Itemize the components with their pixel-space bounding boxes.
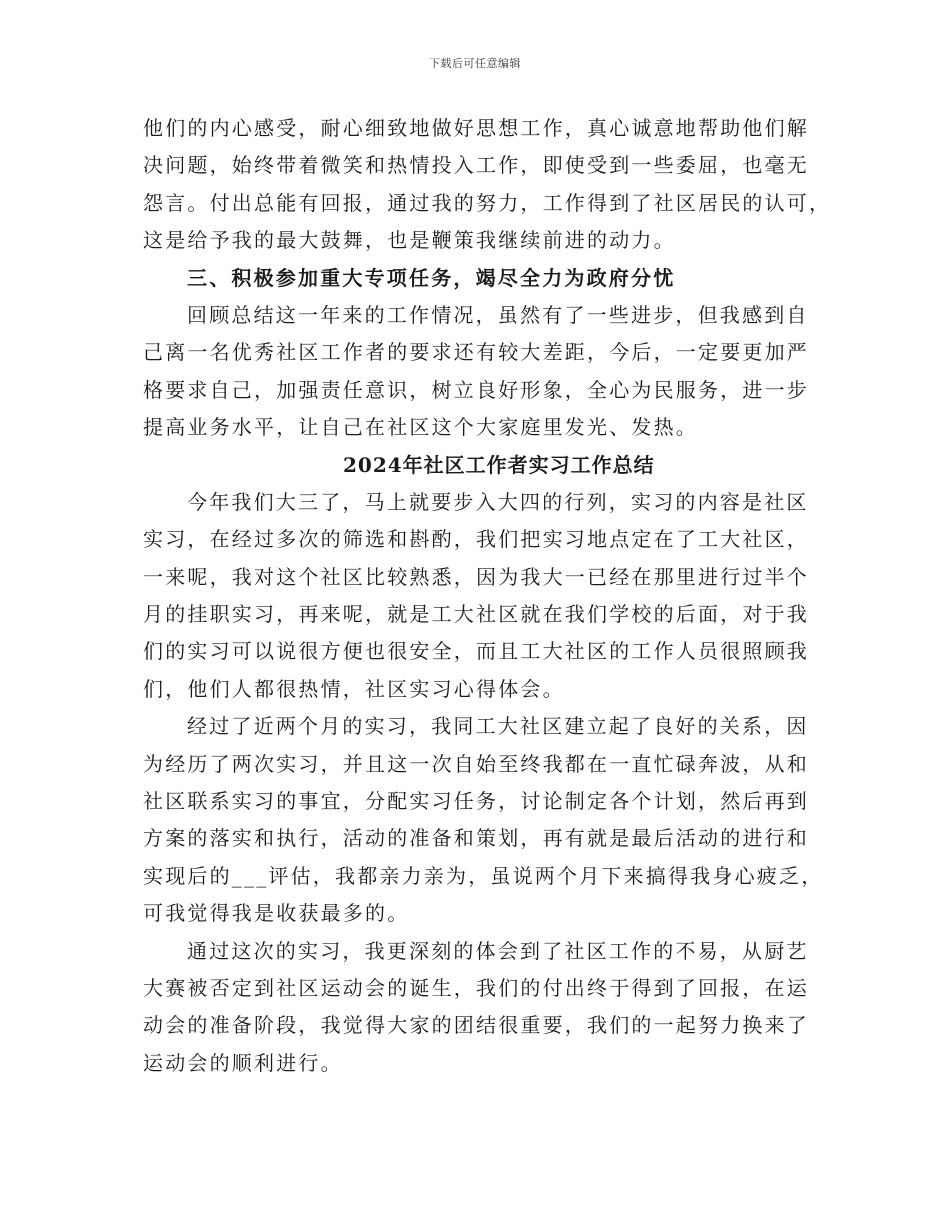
paragraph-line: 可我觉得我是收获最多的。 [143, 901, 410, 926]
paragraph-line: 为经历了两次实习，并且这一次自始至终我都在一直忙碌奔波，从和 [143, 751, 809, 776]
paragraph-line: 们的实习可以说很方便也很安全，而且工大社区的工作人员很照顾我 [143, 639, 809, 664]
paragraph-line: 社区联系实习的事宜，分配实习任务，讨论制定各个计划，然后再到 [143, 789, 809, 814]
paragraph-line: 实现后的___评估，我都亲力亲为，虽说两个月下来搞得我身心疲乏， [143, 863, 824, 888]
paragraph-line: 今年我们大三了，马上就要步入大四的行列，实习的内容是社区 [187, 489, 809, 514]
paragraph-line: 们，他们人都很热情，社区实习心得体会。 [143, 676, 565, 701]
header-note: 下载后可任意编辑 [429, 57, 521, 70]
paragraph-line: 格要求自己，加强责任意识，树立良好形象，全心为民服务，进一步 [143, 377, 809, 402]
paragraph-line: 通过这次的实习，我更深刻的体会到了社区工作的不易，从厨艺 [187, 938, 809, 963]
section-heading: 三、积极参加重大专项任务，竭尽全力为政府分忧 [187, 265, 676, 290]
paragraph-line: 实习，在经过多次的筛选和斟酌，我们把实习地点定在了工大社区， [143, 527, 809, 552]
document-body [143, 110, 843, 1082]
paragraph-line: 这是给予我的最大鼓舞，也是鞭策我继续前进的动力。 [143, 228, 676, 253]
paragraph-line: 运动会的顺利进行。 [143, 1050, 343, 1075]
paragraph-line: 大赛被否定到社区运动会的诞生，我们的付出终于得到了回报，在运 [143, 975, 809, 1000]
paragraph-line: 提高业务水平，让自己在社区这个大家庭里发光、发热。 [143, 415, 698, 440]
paragraph-line: 怨言。付出总能有回报，通过我的努力，工作得到了社区居民的认可， [143, 190, 832, 215]
paragraph-line: 方案的落实和执行，活动的准备和策划，再有就是最后活动的进行和 [143, 826, 809, 851]
paragraph-line: 月的挂职实习，再来呢，就是工大社区就在我们学校的后面，对于我 [143, 602, 809, 627]
paragraph-line: 一来呢，我对这个社区比较熟悉，因为我大一已经在那里进行过半个 [143, 564, 809, 589]
document-title: 2024年社区工作者实习工作总结 [343, 452, 655, 477]
paragraph-line: 经过了近两个月的实习，我同工大社区建立起了良好的关系，因 [187, 714, 809, 739]
paragraph-line: 决问题，始终带着微笑和热情投入工作，即使受到一些委屈，也毫无 [143, 153, 809, 178]
paragraph-line: 回顾总结这一年来的工作情况，虽然有了一些进步，但我感到自 [187, 302, 809, 327]
paragraph-line: 他们的内心感受，耐心细致地做好思想工作，真心诚意地帮助他们解 [143, 116, 809, 140]
paragraph-line: 动会的准备阶段，我觉得大家的团结很重要，我们的一起努力换来了 [143, 1013, 809, 1038]
paragraph-line: 己离一名优秀社区工作者的要求还有较大差距，今后，一定要更加严 [143, 340, 809, 365]
